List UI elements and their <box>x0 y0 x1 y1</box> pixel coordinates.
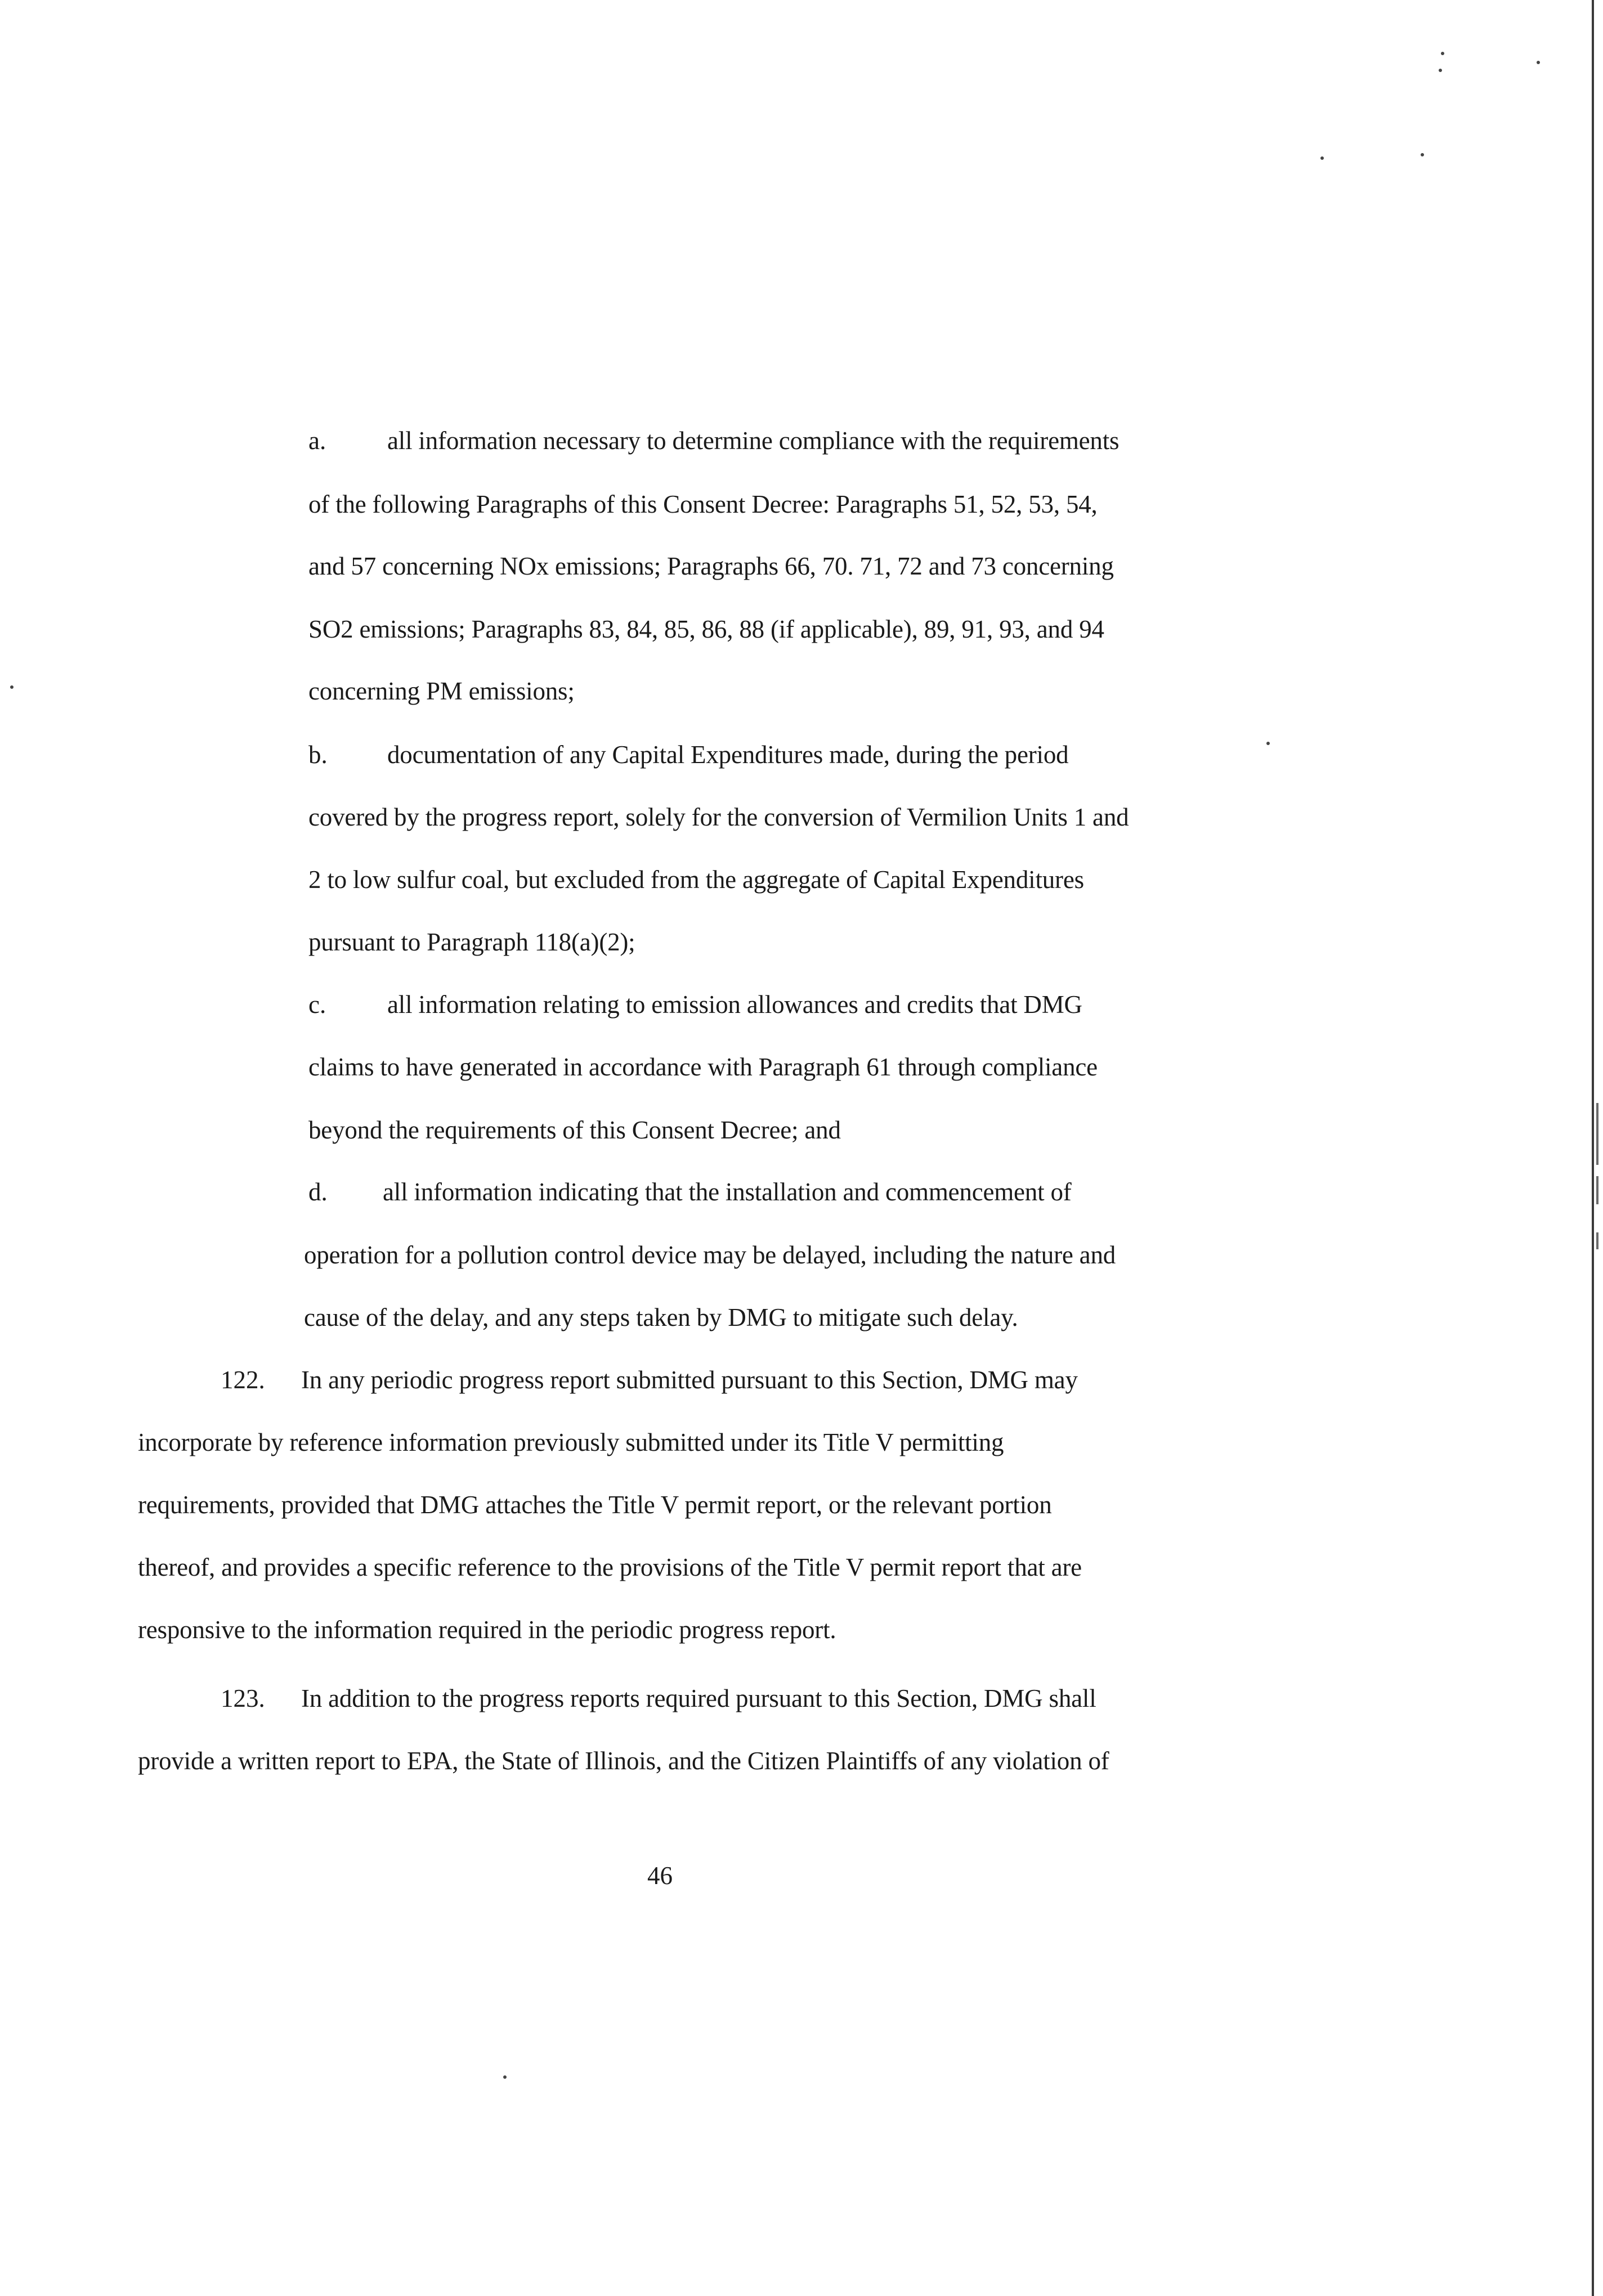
item-d-line-3: cause of the delay, and any steps taken by DMG to mitigate such delay. <box>304 1303 1018 1331</box>
item-b-line-2: covered by the progress report, solely for the conversion of Vermilion Units 1 and <box>308 803 1129 831</box>
paragraph-123-number: 123. <box>221 1684 265 1712</box>
scan-speck <box>1421 153 1424 156</box>
item-d-label: d. <box>308 1178 328 1206</box>
item-a-label: a. <box>308 427 326 455</box>
scan-speck <box>1441 52 1444 55</box>
item-b-line-4: pursuant to Paragraph 118(a)(2); <box>308 928 635 956</box>
paragraph-123-line-2: provide a written report to EPA, the State of Illinois, and the Citizen Plaintiffs of any violation of <box>138 1747 1109 1775</box>
paragraph-122-line-5: responsive to the information required in the periodic progress report. <box>138 1616 836 1644</box>
scan-edge-mark <box>1596 1103 1598 1165</box>
paragraph-122-number: 122. <box>221 1366 265 1394</box>
scan-speck <box>1537 61 1540 64</box>
item-a-line-1: all information necessary to determine compliance with the requirements <box>387 427 1120 455</box>
scan-speck <box>1266 742 1270 745</box>
paragraph-122-line-2: incorporate by reference information previously submitted under its Title V permitting <box>138 1428 1004 1456</box>
scan-speck <box>1320 156 1324 160</box>
item-d-line-1: all information indicating that the installation and commencement of <box>383 1178 1072 1206</box>
item-a-line-2: of the following Paragraphs of this Consent Decree: Paragraphs 51, 52, 53, 54, <box>308 490 1098 518</box>
item-b-label: b. <box>308 741 328 769</box>
item-c-line-2: claims to have generated in accordance with Paragraph 61 through compliance <box>308 1053 1098 1081</box>
item-b-line-3: 2 to low sulfur coal, but excluded from the aggregate of Capital Expenditures <box>308 866 1084 894</box>
item-c-line-3: beyond the requirements of this Consent Decree; and <box>308 1116 841 1144</box>
scan-speck <box>1439 69 1442 72</box>
item-c-line-1: all information relating to emission allowances and credits that DMG <box>387 990 1082 1019</box>
paragraph-122-line-1: In any periodic progress report submitted pursuant to this Section, DMG may <box>301 1366 1078 1394</box>
item-c-label: c. <box>308 990 326 1019</box>
paragraph-123-line-1: In addition to the progress reports required pursuant to this Section, DMG shall <box>301 1684 1096 1712</box>
paragraph-122-line-3: requirements, provided that DMG attaches the Title V permit report, or the relevant portion <box>138 1491 1052 1519</box>
scan-speck <box>10 685 14 689</box>
item-a-line-4: SO2 emissions; Paragraphs 83, 84, 85, 86, 88 (if applicable), 89, 91, 93, and 94 <box>308 615 1104 643</box>
scan-edge-line <box>1592 0 1594 2296</box>
page-number: 46 <box>647 1862 673 1890</box>
scan-edge-mark <box>1596 1232 1598 1249</box>
item-d-line-2: operation for a pollution control device may be delayed, including the nature and <box>304 1241 1116 1269</box>
scan-edge-mark <box>1596 1176 1598 1204</box>
item-a-line-5: concerning PM emissions; <box>308 677 575 705</box>
item-b-line-1: documentation of any Capital Expenditures made, during the period <box>387 741 1069 769</box>
scan-speck <box>503 2075 507 2079</box>
paragraph-122-line-4: thereof, and provides a specific reference to the provisions of the Title V permit report that are <box>138 1553 1082 1581</box>
item-a-line-3: and 57 concerning NOx emissions; Paragraphs 66, 70. 71, 72 and 73 concerning <box>308 552 1114 580</box>
